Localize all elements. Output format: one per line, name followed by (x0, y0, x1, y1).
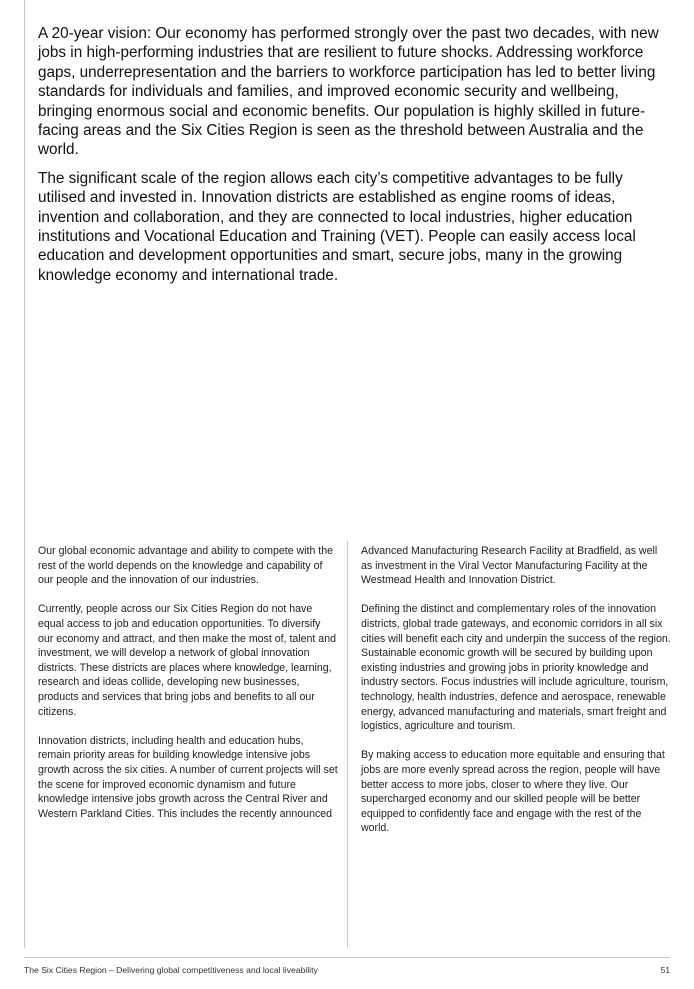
body-column-left (38, 544, 338, 836)
page-number: 51 (660, 965, 670, 975)
intro-paragraph-scale: The significant scale of the region allows each city’s competitive advantages to be fully utilised and invested in. Innovation districts are established as engine rooms of ideas, invention and collaboration, and they are connected to local industries, higher education institutions and Vocational Education and Training (VET). People can easily access local education and development opportunities and smart, secure jobs, many in the growing knowledge economy and international trade. (38, 169, 636, 284)
column-divider (347, 541, 348, 948)
intro-paragraph-vision: A 20-year vision: Our economy has performed strongly over the past two decades, with new jobs in high-performing industries that are resilient to future shocks. Addressing workforce gaps, underrepresentation and the barriers to workforce participation has led to better living standards for individuals and families, and improved economic security and wellbeing, bringing enormous social and economic benefits. Our population is highly skilled in future-facing areas and the Six Cities Region is seen as the threshold between Australia and the world. (38, 25, 659, 159)
body-column-right (361, 544, 671, 850)
body-paragraph: Advanced Manufacturing Research Facility at Bradfield, as well as investment in the Viral Vector Manufacturing Facility at the Westmead Health and Innovation District. (361, 545, 658, 587)
intro-section (38, 24, 662, 294)
footer-rule (24, 957, 670, 958)
left-margin-rule (24, 0, 25, 948)
body-paragraph: Defining the distinct and complementary roles of the innovation districts, global trade gateways, and economic corridors in all six cities will benefit each city and underpin the success of the region. Sustainable economic growth will be secured by building upon existing industries and growing jobs in priority knowledge and industry sectors. Focus industries will include agriculture, tourism, technology, health industries, defence and aerospace, renewable energy, advanced manufacturing and materials, smart freight and logistics, agriculture and tourism. (361, 603, 671, 733)
body-paragraph: Our global economic advantage and ability to compete with the rest of the world depends on the knowledge and capability of our people and the innovation of our industries. (38, 545, 334, 587)
body-paragraph: Innovation districts, including health and education hubs, remain priority areas for building knowledge intensive jobs growth across the six cities. A number of current projects will set the scene for improved economic dynamism and future knowledge intensive jobs growth across the Central River and Western Parkland Cities. This includes the recently announced (38, 734, 338, 820)
footer-title: The Six Cities Region – Delivering global competitiveness and local liveability (24, 965, 318, 975)
body-paragraph: By making access to education more equitable and ensuring that jobs are more evenly spread across the region, people will have better access to more jobs, closer to where they live. Our supercharged economy and our skilled people will be better equipped to confidently face and engage with the rest of the world. (361, 749, 665, 835)
body-paragraph: Currently, people across our Six Cities Region do not have equal access to job and education opportunities. To diversify our economy and attract, and then make the most of, talent and investment, we will develop a network of global innovation districts. These districts are places where knowledge, learning, research and ideas collide, developing new businesses, products and services that bring jobs and benefits to all our citizens. (38, 603, 336, 718)
